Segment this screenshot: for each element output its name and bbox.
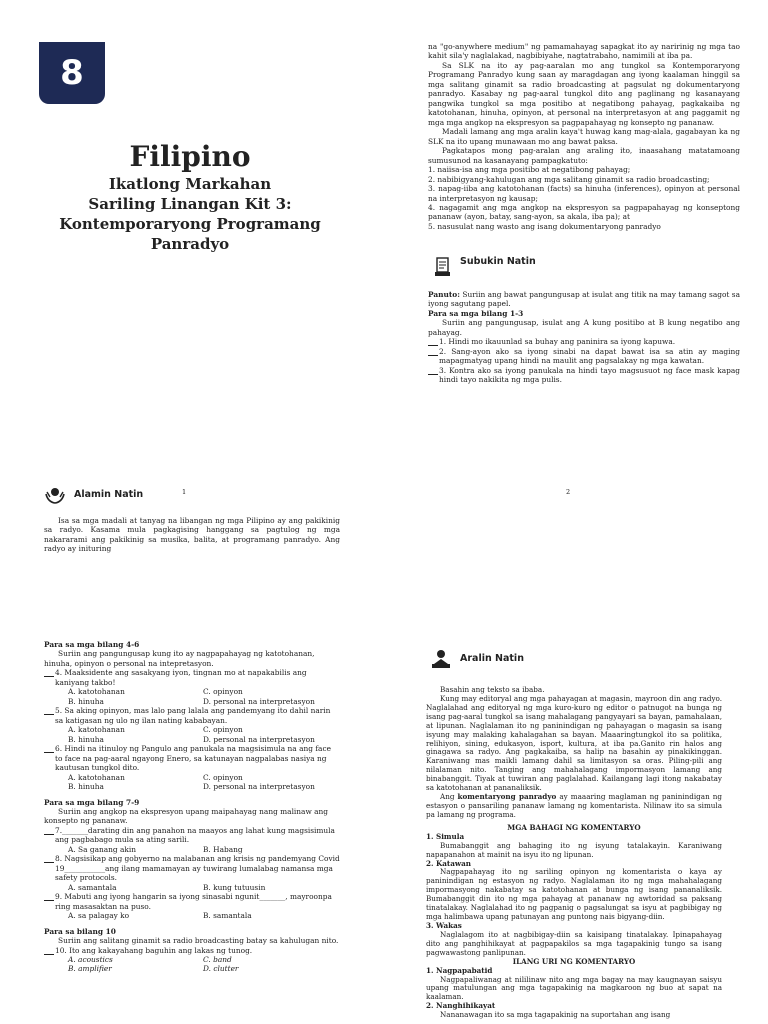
subheading: ILANG URI NG KOMENTARYO [512, 956, 636, 966]
option: D. personal na interpretasyon [203, 696, 315, 706]
option: A. katotohanan [68, 725, 125, 735]
option: B. hinuha [68, 734, 104, 744]
question: 2. Sang-ayon ako sa iyong sinabi na dapat bawat isa sa atin ay maging mapagmatyag upang hindi na maulit ang pagsalakay ng mga kawatan. [439, 346, 740, 366]
subukin-header [432, 256, 536, 278]
option: C. band [203, 955, 232, 964]
option: D. personal na interpretasyon [203, 734, 315, 744]
paragraph: Nagpapahayag ito ng sariling opinyon ng komentarista o kaya ay paninindigan ng estasyon ng radyo. Naglalaman ito ng mga mahahalagang impormasyong nakabatay sa katotohanan at bunga ng isang pananaliksik. Bumabanggit din ito ng mga pahayag at pananaw ng awtoridad sa paksang tinatalakay. Naglalahad ito ng pagpanig o pagsalungat sa isyu at pagbibigay ng mga halimbawa upang patunayan ang puntong nais bigyang-diin. [426, 867, 722, 922]
list-item: 4. nagagamit ang mga angkop na ekspresyon sa pagpapahayag ng konseptong pananaw (ayon, batay, sang-ayon, sa akala, iba pa); at [428, 202, 740, 222]
page-title: Filipino [129, 140, 251, 173]
option: B. samantala [203, 911, 252, 921]
page-number: 1 [182, 488, 187, 496]
subheading: 2. Nanghihikayat [426, 1001, 496, 1011]
subheading: MGA BAHAGI NG KOMENTARYO [507, 822, 641, 832]
option: B. Habang [203, 844, 243, 854]
question: 8. Nagsisikap ang gobyerno na malabanan ang krisis ng pandemyang Covid 19___________ang ilang mamamayan ay tuwirang lumalabag namansa mga safety protocols. [55, 854, 340, 883]
option: A. Sa ganang akin [68, 844, 137, 854]
paragraph: Naglalagom ito at nagbibigay-diin sa kaisipang tinatalakay. Ipinapahayag dito ang panghihikayat at pagpapakilos sa mga tagapakinig tungo sa isang pagwawastong panlipunan. [426, 929, 722, 957]
question: 1. Hindi mo ikauunlad sa buhay ang paninira sa iyong kapuwa. [439, 337, 676, 347]
page-number: 2 [566, 488, 571, 496]
list-item: 1. naiisa-isa ang mga positibo at negatibong pahayag; [428, 165, 631, 175]
option: A. sa palagay ko [68, 911, 130, 921]
section-label: Para sa mga bilang 4-6 [44, 640, 140, 649]
subheading: 3. Wakas [426, 920, 462, 930]
option: A. katotohanan [68, 687, 125, 697]
aralin-content [426, 686, 722, 1020]
paragraph: Basahin ang teksto sa ibaba. [440, 685, 545, 694]
instruction: Suriin ang pangungusap, isulat ang A kung positibo at B kung negatibo ang pahayag. [428, 318, 740, 337]
question: 10. Ito ang kakayahang baguhin ang lakas ng tunog. [55, 945, 253, 955]
paragraph: Madali lamang ang mga aralin kaya't huwag kang mag-alala, gagabayan ka ng SLK na ito upang munawaan mo ang bawat paksa. [428, 127, 740, 146]
subukin-content [428, 290, 740, 385]
option: C. opinyon [203, 687, 243, 697]
paragraph: Bumabanggit ang bahaging ito ng isyung tatalakayin. Karaniwang napapanahon at mainit na isyu ito ng lipunan. [426, 840, 722, 859]
option: A. samantala [68, 882, 117, 892]
question: 5. Sa aking opinyon, mas lalo pang lalala ang pandemyang ito dahil narin sa katigasan ng ulo ng ilan nating kababayan. [55, 706, 331, 725]
section-heading: Aralin Natin [460, 652, 524, 664]
panuto-label: Panuto: [428, 290, 460, 299]
instruction: Suriin ang angkop na ekspresyon upang maipahayag nang malinaw ang konsepto ng pananaw. [44, 806, 329, 826]
option: C. opinyon [203, 725, 243, 735]
alamin-text [44, 516, 340, 554]
instruction: Suriin ang salitang ginamit sa radio broadcasting batay sa kahulugan nito. [58, 936, 339, 946]
question: 4. Maaksidente ang sasakyang iyon, tingnan mo at napakabilis ang kaniyang takbo! [55, 668, 307, 687]
student-icon [430, 648, 452, 670]
paragraph: na "go-anywhere medium" ng pamamahayag sapagkat ito ay naririnig ng mga tao kahit sila'y naglalakad, nagbibiyahe, nagtatrabaho, namimili at iba pa. [428, 42, 740, 61]
list-item: 5. nasusulat nang wasto ang isang dokumentaryong panradyo [428, 221, 661, 231]
option: B. hinuha [68, 782, 104, 792]
title-line-2: Sariling Linangan Kit 3: [88, 195, 292, 213]
subheading: 2. Katawan [426, 858, 471, 868]
question: 6. Hindi na itinuloy ng Pangulo ang panukala na magsisimula na ang face to face na pag-aaral ngayong Enero, sa katunayan nagpalabas nasiya ng kautusan tungkol dito. [55, 744, 331, 773]
list-item: 2. nabibigyang-kahulugan ang mga salitang ginamit sa radio broadcasting; [428, 174, 710, 184]
paragraph: Kung may editoryal ang mga pahayagan at magasin, mayroon din ang radyo. Naglalahad ang editoryal ng mga kuro-kuro ng editor o patnugot na bunga ng isang pag-aaral tungkol sa isang mahalagang pangyayari sa bayan, pamahalaan, at lipunan. Naglalaman ito ng paninindigan ng pahayagan o magasin sa isang isyung may malaking kahalagahan sa bayan. Maaaringtungkol ito sa politika, relihiyon, sining, edukasyon, isport, kultura, at iba pa.Ganito rin halos ang ginagawa sa radyo. Ang pagkakaiba, sa halip na basahin ay pinakikinggan. Karaniwang mas maikli lamang dahil sa limitasyon sa oras. Piling-pili ang nilalaman nito. Tanging ang mahahalagang impormasyon lamang ang binabanggit. Tiyak at tuwiran ang paglalahad. Kailangang lagi itong nakabatay sa katotohanan at pananaliksik. [426, 693, 722, 793]
option: A. acoustics [68, 955, 113, 964]
option: B. kung tutuusin [203, 882, 266, 892]
text: ay maaaring maglaman ng paninindigan ng estasyon o pansariling pananaw lamang ng komentarista. Nilinaw ito sa simula pa lamang ng programa. [426, 792, 722, 819]
option: B. amplifier [68, 964, 112, 974]
title-line-3: Kontemporaryong Programang [59, 215, 321, 233]
question: 9. Mabuti ang iyong hangarin sa iyong sinasabi ngunit_______, mayroonpa ring masasaktan na puso. [55, 892, 332, 911]
option: D. clutter [203, 964, 239, 974]
questions-4-10 [44, 640, 340, 974]
option: C. opinyon [203, 772, 243, 782]
option: D. personal na interpretasyon [203, 782, 315, 792]
panuto-text: Suriin ang bawat pangungusap at isulat ang titik na may tamang sagot sa iyong sagutang papel. [428, 290, 740, 309]
intro-text [428, 42, 740, 231]
question: 3. Kontra ako sa iyong panukala na hindi tayo magsusuot ng face mask kapag hindi tayo nakikita ng mga pulis. [439, 365, 740, 385]
subheading: 1. Simula [426, 831, 465, 841]
aralin-header [430, 648, 524, 670]
paragraph: Pagkatapos mong pag-aralan ang araling ito, inaasahang matatamoang sumusunod na kasanayang pampagkatuto: [428, 146, 740, 165]
subheading: 1. Nagpapabatid [426, 965, 493, 975]
title-line-4: Panradyo [150, 235, 230, 253]
title-block [40, 140, 340, 254]
section-heading: Alamin Natin [74, 488, 144, 500]
term: komentaryong panradyo [457, 792, 557, 802]
paragraph: Isa sa mga madali at tanyag na libangan ng mga Pilipino ay ang pakikinig sa radyo. Kasama mula pagkagising hanggang sa pagtulog ng mga nakararami ang pakikinig sa musika, balita, at programang panradyo. Ang radyo ay inituring [44, 516, 340, 554]
list-item: 3. napag-iiba ang katotohanan (facts) sa hinuha (inferences), opinyon at personal na interpretasyon ng kausap; [428, 184, 740, 203]
section-label: Para sa mga bilang 1-3 [428, 308, 524, 318]
alamin-header [44, 484, 143, 506]
option: A. katotohanan [68, 772, 125, 782]
option: B. hinuha [68, 696, 104, 706]
paragraph: Nananawagan ito sa mga tagapakinig na suportahan ang isang [440, 1010, 671, 1020]
grade-badge: 8 [39, 42, 105, 104]
question: 7._______darating din ang panahon na maayos ang lahat kung magsisimula ang pagbabago mula sa ating sarili. [55, 825, 335, 845]
text: Ang [440, 792, 458, 802]
document-icon [432, 256, 454, 278]
section-label: Para sa mga bilang 7-9 [44, 797, 140, 807]
hands-icon [44, 484, 66, 506]
instruction: Suriin ang pangungusap kung ito ay nagpapahayag ng katotohanan, hinuha, opinyon o personal na intepretasyon. [44, 649, 315, 668]
section-label: Para sa bilang 10 [44, 926, 116, 936]
paragraph: Nagpapaliwanag at nililinaw nito ang mga bagay na may kaugnayan saisyu upang matulungan ang mga tagapakinig na magkaroon ng buo at sapat na kaalaman. [426, 974, 722, 1002]
section-heading: Subukin Natin [460, 256, 536, 267]
paragraph: Sa SLK na ito ay pag-aaralan mo ang tungkol sa Kontemporaryong Programang Panradyo kung saan ay maragdagan ang iyong kaalaman hinggil sa mga salitang ginamit sa radio broadcasting at pagsulat ng dokumentaryong panradyo. Kasabay ng pag-aaral tungkol dito ang paglinang ng kasanayang pangwika tungkol sa mga positibo at negatibong pahayag, pagkakaiba ng katotohanan, hinuha, opinyon, at personal na interpretasyon at ang paggamit ng mga mga angkop na ekspresyon sa pagpapahayag ng konsepto ng pananaw. [428, 60, 740, 127]
title-line-1: Ikatlong Markahan [108, 175, 272, 193]
